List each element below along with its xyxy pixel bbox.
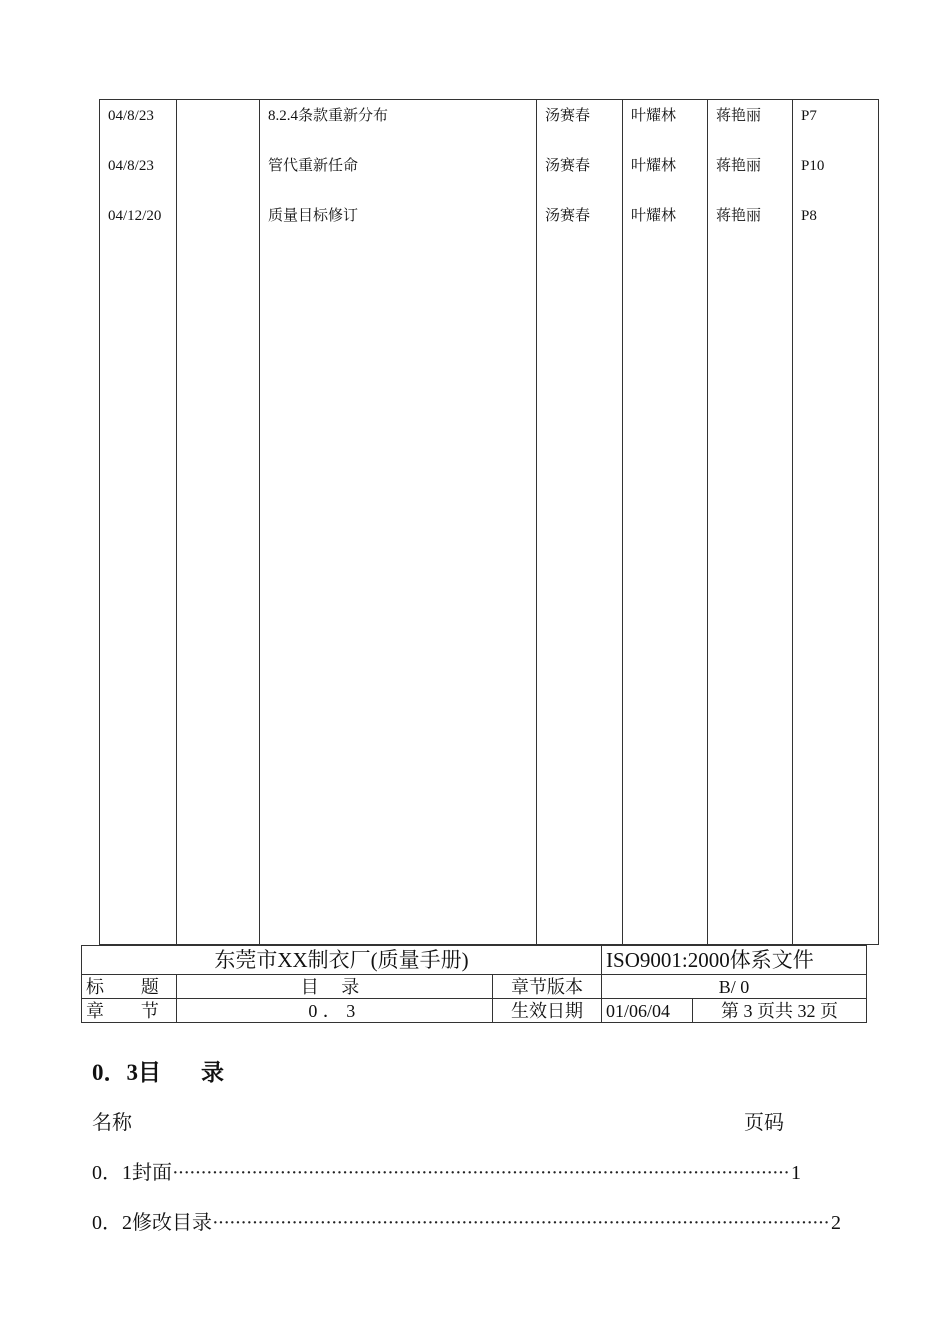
revision-page: P10 <box>801 158 825 174</box>
revision-approver: 蒋艳丽 <box>716 208 762 224</box>
revision-version <box>185 104 251 154</box>
section-version-value: B/ 0 <box>602 975 867 999</box>
section-version-label: 章节版本 <box>493 975 602 999</box>
revision-date: 04/8/23 <box>108 108 154 124</box>
revision-version-column <box>177 100 260 945</box>
revision-version <box>185 204 251 254</box>
toc-leader-dots: ············································································································· <box>172 1162 789 1184</box>
section-value: 0．3 <box>177 999 493 1023</box>
effective-date-value: 01/06/04 <box>602 999 693 1023</box>
toc-heading <box>92 1054 224 1087</box>
revision-content-column <box>260 100 537 945</box>
revision-author: 汤赛春 <box>545 208 591 224</box>
toc-entry-page: 1 <box>790 1162 801 1184</box>
toc-entry-name: 修改目录 <box>132 1212 212 1234</box>
toc-page-column-label: 页码 <box>744 1112 784 1134</box>
revision-date: 04/8/23 <box>108 158 154 174</box>
revision-page: P8 <box>801 208 817 224</box>
revision-content: 质量目标修订 <box>268 208 359 224</box>
section-label: 章 节 <box>82 999 177 1023</box>
effective-date-label: 生效日期 <box>493 999 602 1023</box>
toc-entry-name: 封面 <box>132 1162 172 1184</box>
toc-leader-dots: ············································································································· <box>212 1212 829 1234</box>
toc-heading-number: 0．3 <box>92 1060 138 1085</box>
title-label: 标 题 <box>82 975 177 999</box>
toc-column-header <box>92 1106 784 1135</box>
revision-author: 汤赛春 <box>545 158 591 174</box>
page-info: 第 3 页共 32 页 <box>693 999 867 1023</box>
revision-content: 管代重新任命 <box>268 158 359 174</box>
toc-name-column-label: 名称 <box>92 1112 132 1134</box>
revision-date: 04/12/20 <box>108 208 162 224</box>
system-label: ISO9001:2000体系文件 <box>602 946 867 975</box>
revision-reviewer: 叶耀林 <box>631 108 677 124</box>
revision-reviewer: 叶耀林 <box>631 158 677 174</box>
revision-reviewer-column <box>623 100 708 945</box>
toc-heading-char-a: 目 <box>138 1060 161 1085</box>
document-header-block <box>81 945 867 1023</box>
revision-author-column <box>537 100 623 945</box>
revision-approver: 蒋艳丽 <box>716 158 762 174</box>
revision-reviewer: 叶耀林 <box>631 208 677 224</box>
revision-date-column <box>100 100 177 945</box>
revision-page: P7 <box>801 108 817 124</box>
toc-heading-char-b: 录 <box>201 1060 224 1085</box>
title-value: 目 录 <box>177 975 493 999</box>
revision-approver-column <box>708 100 793 945</box>
toc-entry-page: 2 <box>830 1212 841 1234</box>
company-title: 东莞市XX制衣厂(质量手册) <box>82 946 602 975</box>
revision-version <box>185 154 251 204</box>
revision-approver: 蒋艳丽 <box>716 108 762 124</box>
revision-page-column <box>793 100 879 945</box>
toc-entry-number: 0．1 <box>92 1162 132 1184</box>
revision-table <box>99 99 879 945</box>
revision-author: 汤赛春 <box>545 108 591 124</box>
toc-entry[interactable] <box>92 1156 801 1185</box>
toc-entry[interactable] <box>92 1206 841 1235</box>
revision-content: 8.2.4条款重新分布 <box>268 108 389 124</box>
toc-entry-number: 0．2 <box>92 1212 132 1234</box>
